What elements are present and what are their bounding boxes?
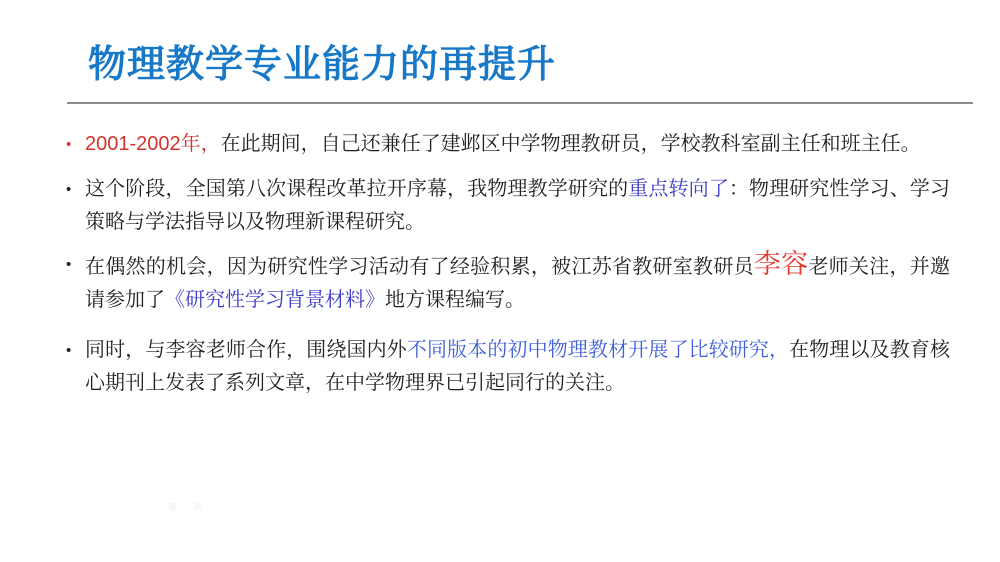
- title-divider: [67, 102, 973, 104]
- bullet-marker: •: [66, 136, 72, 153]
- watermark-dot: [169, 503, 176, 510]
- text-segment: 不同版本的初中物理教材开展了比较研究，: [406, 339, 790, 361]
- bullet-item: [66, 334, 950, 400]
- bullet-item: [66, 173, 950, 239]
- text-segment: 地方课程编写。: [385, 289, 525, 311]
- text-segment: 老师关注，并邀请参加了: [85, 256, 951, 311]
- bullet-text: [85, 248, 950, 317]
- bullet-marker: •: [66, 256, 72, 273]
- text-segment: 李容: [753, 249, 809, 279]
- bullet-item: [66, 248, 950, 317]
- bullet-text: [85, 334, 950, 400]
- text-segment: 在物理以及教育核心期刊上发表了系列文章，在中学物理界已引起同行的关注。: [85, 339, 951, 394]
- text-segment: 《研究性学习背景材料》: [165, 289, 385, 311]
- bullet-list: [66, 128, 950, 400]
- bullet-text: [85, 128, 950, 161]
- bullet-text: [85, 173, 950, 239]
- bullet-item: [66, 128, 950, 161]
- watermark-dot: [194, 503, 201, 510]
- bullet-marker: •: [66, 342, 72, 359]
- text-segment: 在此期间，自己还兼任了建邺区中学物理教研员，学校教科室副主任和班主任。: [220, 133, 921, 155]
- text-segment: 2001-2002年，: [85, 133, 221, 155]
- text-segment: 重点转向了: [628, 178, 729, 200]
- text-segment: 这个阶段，全国第八次课程改革拉开序幕，我物理教学研究的: [85, 178, 629, 200]
- text-segment: ：物理研究性学习、学习策略与学法指导以及物理新课程研究。: [85, 178, 951, 233]
- slide-title: 物理教学专业能力的再提升: [88, 44, 557, 86]
- bullet-marker: •: [66, 181, 72, 198]
- text-segment: 同时，与李容老师合作，围绕国内外: [85, 339, 407, 361]
- watermark-dots: [169, 503, 201, 510]
- text-segment: 在偶然的机会，因为研究性学习活动有了经验积累，被江苏省教研室教研员: [85, 256, 754, 278]
